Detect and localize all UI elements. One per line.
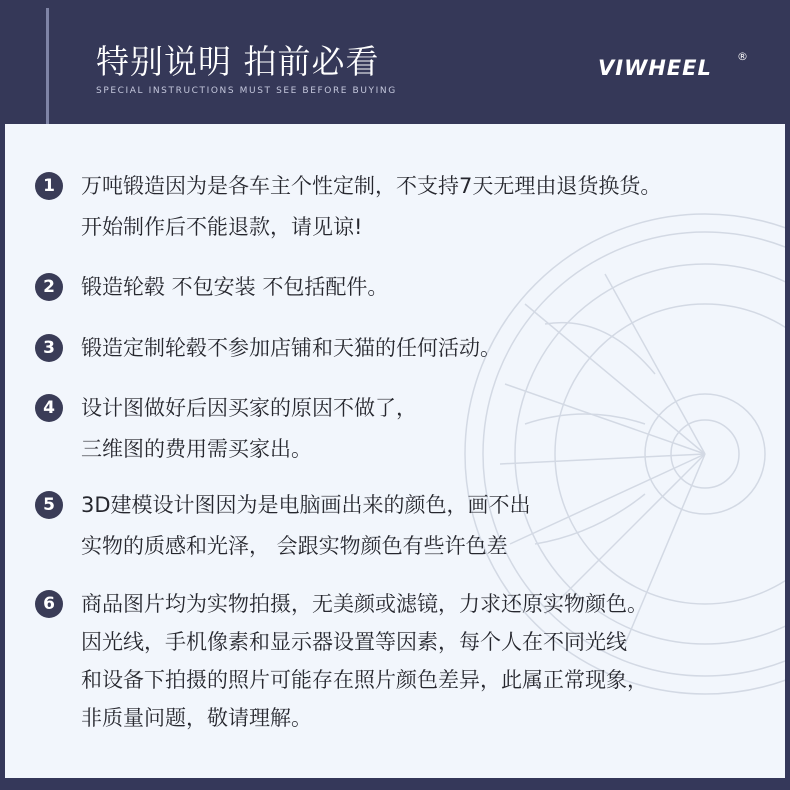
- instructions-panel: [5, 124, 785, 778]
- instruction-text: 因光线，手机像素和显示器设置等因素，每个人在不同光线: [81, 630, 627, 654]
- instruction-text: 万吨锻造因为是各车主个性定制，不支持7天无理由退货换货。: [81, 174, 662, 198]
- instruction-text: 三维图的费用需买家出。: [81, 437, 312, 461]
- instruction-text: 商品图片均为实物拍摄，无美颜或滤镜，力求还原实物颜色。: [81, 592, 648, 616]
- number-badge: 2: [35, 273, 63, 301]
- instruction-text: 和设备下拍摄的照片可能存在照片颜色差异，此属正常现象，: [81, 668, 648, 692]
- header-banner: [0, 0, 790, 124]
- instruction-text: 锻造轮毂 不包安装 不包括配件。: [81, 275, 389, 299]
- instruction-text: 非质量问题，敬请理解。: [81, 706, 312, 730]
- number-badge: 3: [35, 334, 63, 362]
- instruction-text: 3D建模设计图因为是电脑画出来的颜色，画不出: [81, 493, 531, 517]
- instruction-text: 实物的质感和光泽， 会跟实物颜色有些许色差: [81, 534, 508, 558]
- number-badge: 1: [35, 172, 63, 200]
- brand-logo: VIWHEEL: [598, 56, 712, 80]
- instruction-text: 锻造定制轮毂不参加店铺和天猫的任何活动。: [81, 336, 501, 360]
- page-title: 特别说明 拍前必看: [96, 42, 380, 81]
- number-badge: 5: [35, 491, 63, 519]
- instruction-text: 开始制作后不能退款，请见谅!: [81, 215, 363, 239]
- registered-mark: ®: [737, 50, 748, 63]
- number-badge: 4: [35, 394, 63, 422]
- number-badge: 6: [35, 590, 63, 618]
- instruction-text: 设计图做好后因买家的原因不做了，: [81, 396, 417, 420]
- page-subtitle: SPECIAL INSTRUCTIONS MUST SEE BEFORE BUYING: [96, 86, 397, 96]
- header-accent-bar: [46, 8, 49, 124]
